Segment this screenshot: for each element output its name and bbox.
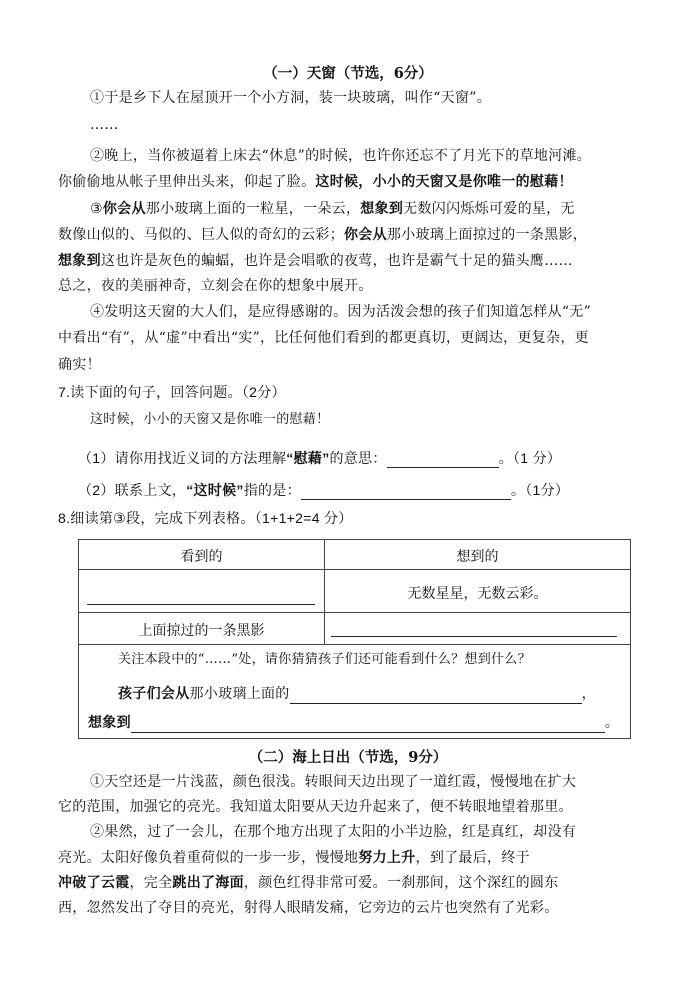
section1-title: （一）天窗（节选，6分） <box>263 65 433 82</box>
s2-paragraph-2-line-1: ②果然，过了一会儿，在那个地方出现了太阳的小半边脸，红是真红，却没有 <box>90 824 577 840</box>
s1-ellipsis: …… <box>90 117 119 133</box>
text: 你偷偷地从帐子里伸出头来，仰起了脸。 <box>58 174 316 190</box>
s1-paragraph-4-line-3: 确实！ <box>58 357 101 373</box>
text: ，完全 <box>129 875 173 891</box>
text: 那小玻璃上面掠过的一条黑影， <box>386 227 588 243</box>
s1-paragraph-3-line-3 <box>58 251 648 271</box>
question-7-sub1 <box>78 448 648 468</box>
table-cell-r2c1 <box>78 612 325 645</box>
s1-paragraph-2-line-1: ②晚上，当你被逼着上床去“休息”的时候，也许你还忘不了月光下的草地河滩。 <box>90 148 592 164</box>
answer-blank-5[interactable] <box>290 689 582 704</box>
question-7-quote: 这时候，小小的天窗又是你唯一的慰藉！ <box>90 412 330 427</box>
answer-blank-2[interactable] <box>301 485 511 500</box>
text: 亮光。太阳好像负着重荷似的一步一步，慢慢地 <box>58 850 359 866</box>
answer-blank-6[interactable] <box>131 718 605 733</box>
text: ，颜色红得非常可爱。一刹那间，这个深红的圆东 <box>243 875 559 891</box>
question-7-title: 7.读下面的句子，回答问题。（2分） <box>58 384 286 400</box>
question-7-sub2 <box>78 480 648 500</box>
s2-paragraph-2-line-3 <box>58 873 648 893</box>
s2-paragraph-2-line-2 <box>58 848 648 868</box>
header-text: 想到的 <box>456 548 499 564</box>
bold-text: 你会从 <box>102 201 146 217</box>
answer-blank-3[interactable] <box>87 590 315 605</box>
text: ，到了最后，终于 <box>415 850 530 866</box>
table-note: 关注本段中的“……”处，请你猜猜孩子们还可能看到什么？想到什么？ <box>118 652 531 667</box>
bold-text: 想象到 <box>58 253 101 269</box>
bold-text: 努力上升 <box>358 850 416 866</box>
s1-paragraph-3-line-4: 总之，夜的美丽神奇，立刻会在你的想象中展开。 <box>58 278 373 294</box>
text: 那小玻璃上面的一粒星，一朵云， <box>145 201 361 217</box>
cell-text: 上面掠过的一条黑影 <box>138 622 265 638</box>
text: （2）联系上文， <box>78 482 187 498</box>
text: 的意思： <box>329 450 387 466</box>
bold-text: “这时候” <box>186 482 244 498</box>
table-header-imagined <box>324 539 631 570</box>
s1-paragraph-3-line-1 <box>90 199 650 219</box>
text: 无数闪闪烁烁可爱的星，无 <box>403 201 575 217</box>
text: ， <box>581 686 596 702</box>
text: 指的是： <box>243 482 301 498</box>
table-cell-r1c1[interactable] <box>78 569 325 613</box>
text: 这也许是灰色的蝙蝠，也许是会唱歌的夜莺，也许是霸气十足的猫头鹰…… <box>100 253 573 269</box>
text: 那小玻璃上面的 <box>189 686 290 702</box>
bold-text: 想象到 <box>360 201 404 217</box>
question-8-title: 8.细读第③段，完成下列表格。（1+1+2=4 分） <box>58 510 353 526</box>
table-cell-r1c2 <box>324 569 631 613</box>
text: （1）请你用找近义词的方法理解 <box>78 450 287 466</box>
s1-paragraph-2-line-2 <box>58 172 648 192</box>
table-header-seen <box>78 539 325 570</box>
s1-paragraph-1: ①于是乡下人在屋顶开一个小方洞，装一块玻璃，叫作“天窗”。 <box>90 90 492 106</box>
bold-text: 孩子们会从 <box>118 686 190 702</box>
bold-text: 跳出了海面 <box>172 875 244 891</box>
s2-paragraph-1-line-1: ①天空还是一片浅蓝，颜色很浅。转眼间天边出现了一道红霞，慢慢地在扩大 <box>90 774 577 790</box>
bold-text: 冲破了云霞 <box>58 875 130 891</box>
s1-paragraph-3-line-2 <box>58 225 648 245</box>
cell-text: 无数星星，无数云彩。 <box>407 585 548 601</box>
key-sentence: 这时候，小小的天窗又是你唯一的慰藉！ <box>315 174 573 190</box>
table-answer-line-2 <box>88 713 628 733</box>
text: 数像山似的、马似的、巨人似的奇幻的云彩； <box>58 227 344 243</box>
answer-blank-4[interactable] <box>331 622 617 637</box>
header-text: 看到的 <box>180 548 223 564</box>
answer-blank-1[interactable] <box>387 453 499 468</box>
s1-paragraph-4-line-2: 中看出“有”，从“虚”中看出“实”，比任何他们看到的都更真切，更阔达，更复杂，更 <box>58 330 589 346</box>
table-cell-r2c2[interactable] <box>324 612 631 645</box>
section2-title: （二）海上日出（节选，9分） <box>248 749 448 766</box>
s1-paragraph-4-line-1: ④发明这天窗的大人们，是应得感谢的。因为活泼会想的孩子们知道怎样从“无” <box>90 304 592 320</box>
bold-text: “慰藉” <box>286 450 330 466</box>
text: 。（1分） <box>510 482 570 498</box>
s2-paragraph-1-line-2: 它的范围，加强它的亮光。我知道太阳要从天边升起来了，便不转眼地望着那里。 <box>58 799 573 815</box>
s2-paragraph-2-line-4: 西，忽然发出了夺目的亮光，射得人眼睛发痛，它旁边的云片也突然有了光彩。 <box>58 900 559 916</box>
text: ③ <box>90 201 103 217</box>
bold-text: 想象到 <box>88 715 131 731</box>
bold-text: 你会从 <box>344 227 387 243</box>
text: 。（1 分） <box>498 450 562 466</box>
table-answer-line-1 <box>118 684 628 704</box>
text: 。 <box>604 715 620 731</box>
